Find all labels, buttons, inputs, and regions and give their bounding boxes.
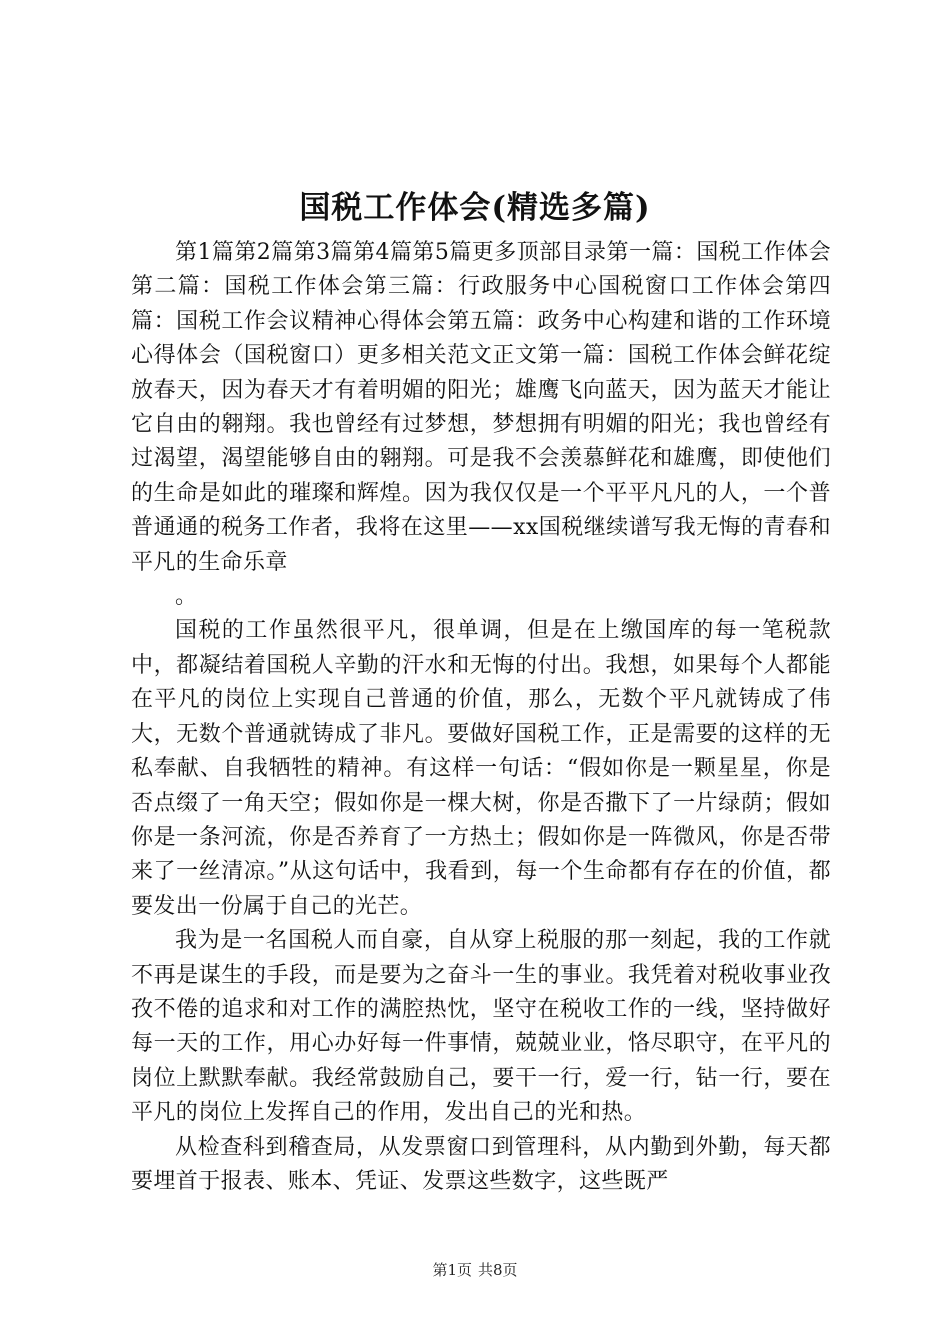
page-footer (0, 1260, 950, 1280)
paragraph: 国税的工作虽然很平凡，很单调，但是在上缴国库的每一笔税款中，都凝结着国税人辛勤的汗水和无悔的付出。我想，如果每个人都能在平凡的岗位上实现自己普通的价值，那么，无数个平凡就铸成了伟大，无数个普通就铸成了非凡。要做好国税工作，正是需要的这样的无私奉献、自我牺牲的精神。有这样一句话：“假如你是一颗星星，你是否点缀了一角天空；假如你是一棵大树，你是否撒下了一片绿荫；假如你是一条河流，你是否养育了一方热土；假如你是一阵微风，你是否带来了一丝清凉。”从这句话中，我看到，每一个生命都有存在的价值，都要发出一份属于自己的光芒。 (131, 618, 831, 919)
paragraph: 我为是一名国税人而自豪，自从穿上税服的那一刻起，我的工作就不再是谋生的手段，而是要为之奋斗一生的事业。我凭着对税收事业孜孜不倦的追求和对工作的满腔热忱，坚守在税收工作的一线，坚持做好每一天的工作，用心办好每一件事情，兢兢业业，恪尽职守，在平凡的岗位上默默奉献。我经常鼓励自己，要干一行，爱一行，钻一行，要在平凡的岗位上发挥自己的作用，发出自己的光和热。 (131, 928, 831, 1126)
paragraph: 第1篇第2篇第3篇第4篇第5篇更多顶部目录第一篇：国税工作体会第二篇：国税工作体会第三篇：行政服务中心国税窗口工作体会第四篇：国税工作会议精神心得体会第五篇：政务中心构建和谐的工作环境心得体会（国税窗口）更多相关范文正文第一篇：国税工作体会鲜花绽放春天，因为春天才有着明媚的阳光；雄鹰飞向蓝天，因为蓝天才能让它自由的翱翔。我也曾经有过梦想，梦想拥有明媚的阳光；我也曾经有过渴望，渴望能够自由的翱翔。可是我不会羡慕鲜花和雄鹰，即使他们的生命是如此的璀璨和辉煌。因为我仅仅是一个平平凡凡的人，一个普普通通的税务工作者，我将在这里——xx国税继续谱写我无悔的青春和平凡的生命乐章 (131, 240, 831, 575)
page-number: 第1页 (432, 1261, 472, 1279)
page-total: 共8页 (478, 1261, 518, 1279)
paragraph: 从检查科到稽查局，从发票窗口到管理科，从内勤到外勤，每天都要埋首于报表、账本、凭证、发票这些数字，这些既严 (131, 1134, 831, 1194)
document-title: 国税工作体会(精选多篇) (299, 190, 651, 226)
document-body (131, 236, 831, 1199)
stray-punctuation: 。 (175, 584, 198, 610)
